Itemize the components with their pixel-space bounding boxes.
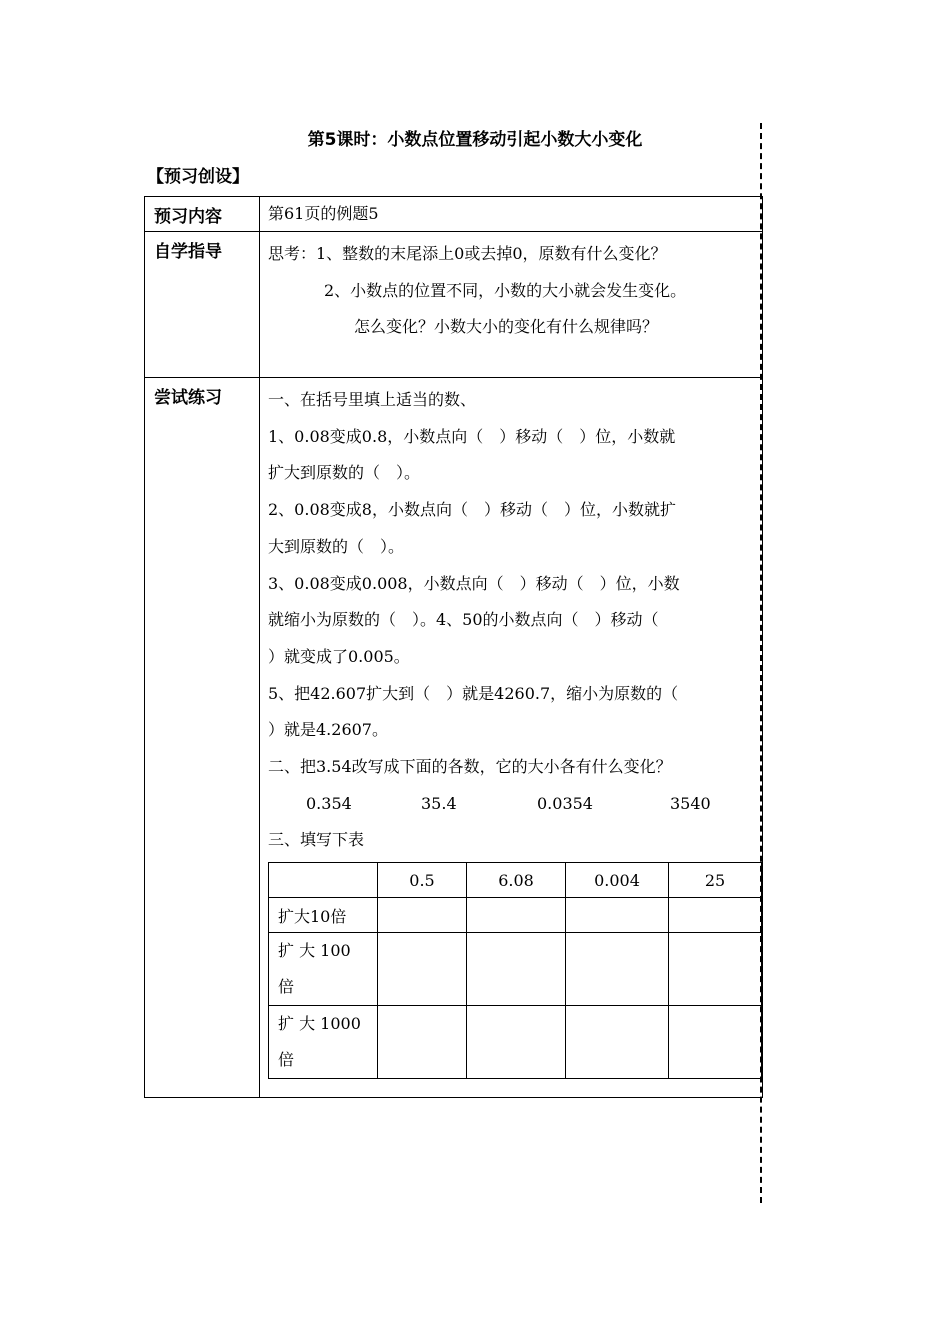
number-item: 3540 [670, 793, 711, 813]
blank-cell[interactable] [467, 898, 566, 933]
selfstudy-label: 自学指导 [145, 232, 260, 378]
row-label: 扩 大 1000 倍 [269, 1006, 378, 1079]
row-preview [145, 197, 763, 232]
row-selfstudy [145, 232, 763, 378]
number-list [268, 786, 762, 823]
row-label: 扩 大 100 倍 [269, 933, 378, 1006]
blank-cell[interactable] [669, 898, 762, 933]
row-practice [145, 378, 763, 1098]
blank-cell[interactable] [378, 933, 467, 1006]
blank-cell[interactable] [378, 898, 467, 933]
section-heading: 【预习创设】 [147, 167, 249, 187]
practice-line: ）就变成了0.005。 [268, 646, 410, 666]
practice-line: 2、0.08变成8，小数点向（ ）移动（ ）位，小数就扩 [268, 500, 676, 520]
practice-line: 5、把42.607扩大到（ ）就是4260.7，缩小为原数的（ [268, 683, 679, 703]
fill-table-row [269, 898, 762, 933]
number-item: 0.354 [306, 793, 352, 813]
number-item: 0.0354 [537, 793, 593, 813]
fill-table-header [269, 863, 762, 898]
table-title: 三、填写下表 [268, 830, 365, 850]
selfstudy-content [260, 232, 763, 378]
selfstudy-line: 怎么变化？小数大小的变化有什么规律吗？ [354, 317, 659, 337]
preview-content: 第61页的例题5 [260, 197, 763, 232]
blank-cell[interactable] [669, 933, 762, 1006]
row-label: 扩大10倍 [269, 898, 378, 933]
practice-content [260, 378, 763, 1098]
practice-line: ）就是4.2607。 [268, 720, 388, 740]
header-cell: 0.004 [566, 863, 669, 898]
practice-line: 二、把3.54改写成下面的各数，它的大小各有什么变化？ [268, 757, 672, 777]
blank-cell[interactable] [566, 933, 669, 1006]
blank-cell[interactable] [378, 1006, 467, 1079]
blank-cell[interactable] [566, 898, 669, 933]
page-title: 第5课时：小数点位置移动引起小数大小变化 [307, 130, 643, 150]
header-cell: 0.5 [378, 863, 467, 898]
blank-cell[interactable] [467, 1006, 566, 1079]
blank-cell[interactable] [566, 1006, 669, 1079]
lesson-table [144, 196, 763, 1098]
fill-table [268, 862, 762, 1079]
selfstudy-line: 思考：1、整数的末尾添上0或去掉0，原数有什么变化？ [268, 244, 667, 263]
blank-cell[interactable] [669, 1006, 762, 1079]
selfstudy-line: 2、小数点的位置不同，小数的大小就会发生变化。 [324, 280, 687, 300]
practice-label: 尝试练习 [145, 378, 260, 1098]
practice-line: 大到原数的（ ）。 [268, 536, 405, 556]
header-cell: 6.08 [467, 863, 566, 898]
practice-line: 一、在括号里填上适当的数、 [268, 390, 477, 409]
preview-label: 预习内容 [145, 197, 260, 232]
practice-line: 扩大到原数的（ ）。 [268, 463, 421, 483]
fill-table-row [269, 933, 762, 1006]
header-cell: 25 [669, 863, 762, 898]
blank-cell[interactable] [467, 933, 566, 1006]
fill-table-row [269, 1006, 762, 1079]
practice-line: 就缩小为原数的（ ）。4、50的小数点向（ ）移动（ [268, 610, 659, 630]
practice-line: 3、0.08变成0.008，小数点向（ ）移动（ ）位，小数 [268, 573, 680, 593]
number-item: 35.4 [421, 793, 457, 813]
header-cell [269, 863, 378, 898]
practice-line: 1、0.08变成0.8，小数点向（ ）移动（ ）位，小数就 [268, 426, 676, 446]
